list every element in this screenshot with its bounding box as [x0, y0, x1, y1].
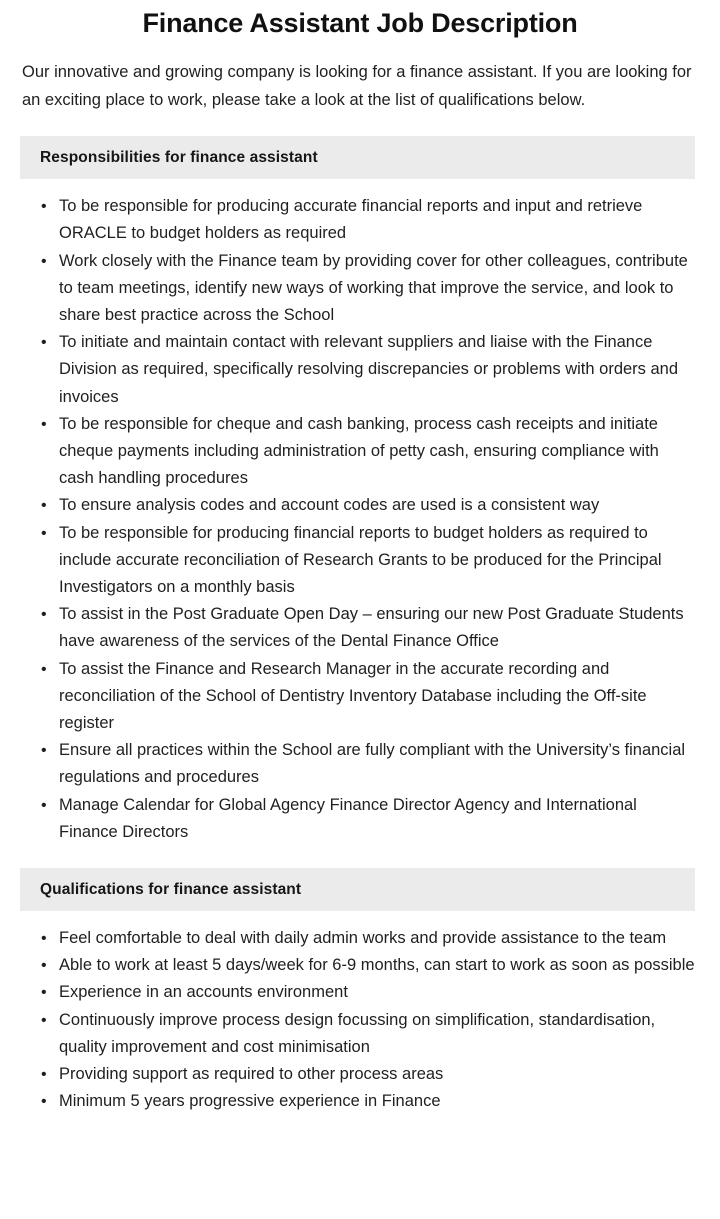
list-item: • To assist in the Post Graduate Open Day – ensuring our new Post Graduate Students have awareness of the services of the Dental Finance Office — [0, 601, 695, 655]
section-header-responsibilities — [20, 136, 695, 179]
intro-paragraph: Our innovative and growing company is looking for a finance assistant. If you are looking for an exciting place to work, please take a look at the list of qualifications below. — [22, 63, 692, 109]
list-item: • Work closely with the Finance team by providing cover for other colleagues, contribute to team meetings, identify new ways of working that improve the service, and look to share best practice across the School — [0, 248, 695, 330]
page-title: Finance Assistant Job Description — [142, 8, 578, 38]
section-heading-label: Responsibilities for finance assistant — [40, 149, 318, 167]
section-responsibilities — [0, 136, 720, 846]
section-header-qualifications — [20, 868, 695, 911]
list-item: • Minimum 5 years progressive experience in Finance — [0, 1088, 695, 1115]
responsibilities-list — [0, 179, 720, 846]
list-item: • Providing support as required to other process areas — [0, 1061, 695, 1088]
section-qualifications — [0, 868, 720, 1145]
list-item: • To be responsible for producing accurate financial reports and input and retrieve ORACLE to budget holders as required — [0, 193, 695, 247]
qualifications-list — [0, 911, 720, 1145]
list-item: • Able to work at least 5 days/week for 6-9 months, can start to work as soon as possible — [0, 952, 695, 979]
list-item: • To assist the Finance and Research Manager in the accurate recording and reconciliation of the School of Dentistry Inventory Database including the Off-site register — [0, 656, 695, 738]
list-item: • To ensure analysis codes and account codes are used is a consistent way — [0, 492, 695, 519]
list-item: • To initiate and maintain contact with relevant suppliers and liaise with the Finance Division as required, specifically resolving discrepancies or problems with orders and invoices — [0, 329, 695, 411]
list-item: • To be responsible for producing financial reports to budget holders as required to include accurate reconciliation of Research Grants to be produced for the Principal Investigators on a monthly basis — [0, 520, 695, 602]
list-item: • Feel comfortable to deal with daily admin works and provide assistance to the team — [0, 925, 695, 952]
list-item: • Ensure all practices within the School are fully compliant with the University’s financial regulations and procedures — [0, 737, 695, 791]
list-item: • To be responsible for cheque and cash banking, process cash receipts and initiate cheque payments including administration of petty cash, ensuring compliance with cash handling procedures — [0, 411, 695, 493]
list-item: • Manage Calendar for Global Agency Finance Director Agency and International Finance Directors — [0, 792, 695, 846]
section-heading-label: Qualifications for finance assistant — [40, 880, 302, 898]
list-item: • Continuously improve process design focussing on simplification, standardisation, quality improvement and cost minimisation — [0, 1007, 695, 1061]
list-item: • Experience in an accounts environment — [0, 979, 695, 1006]
